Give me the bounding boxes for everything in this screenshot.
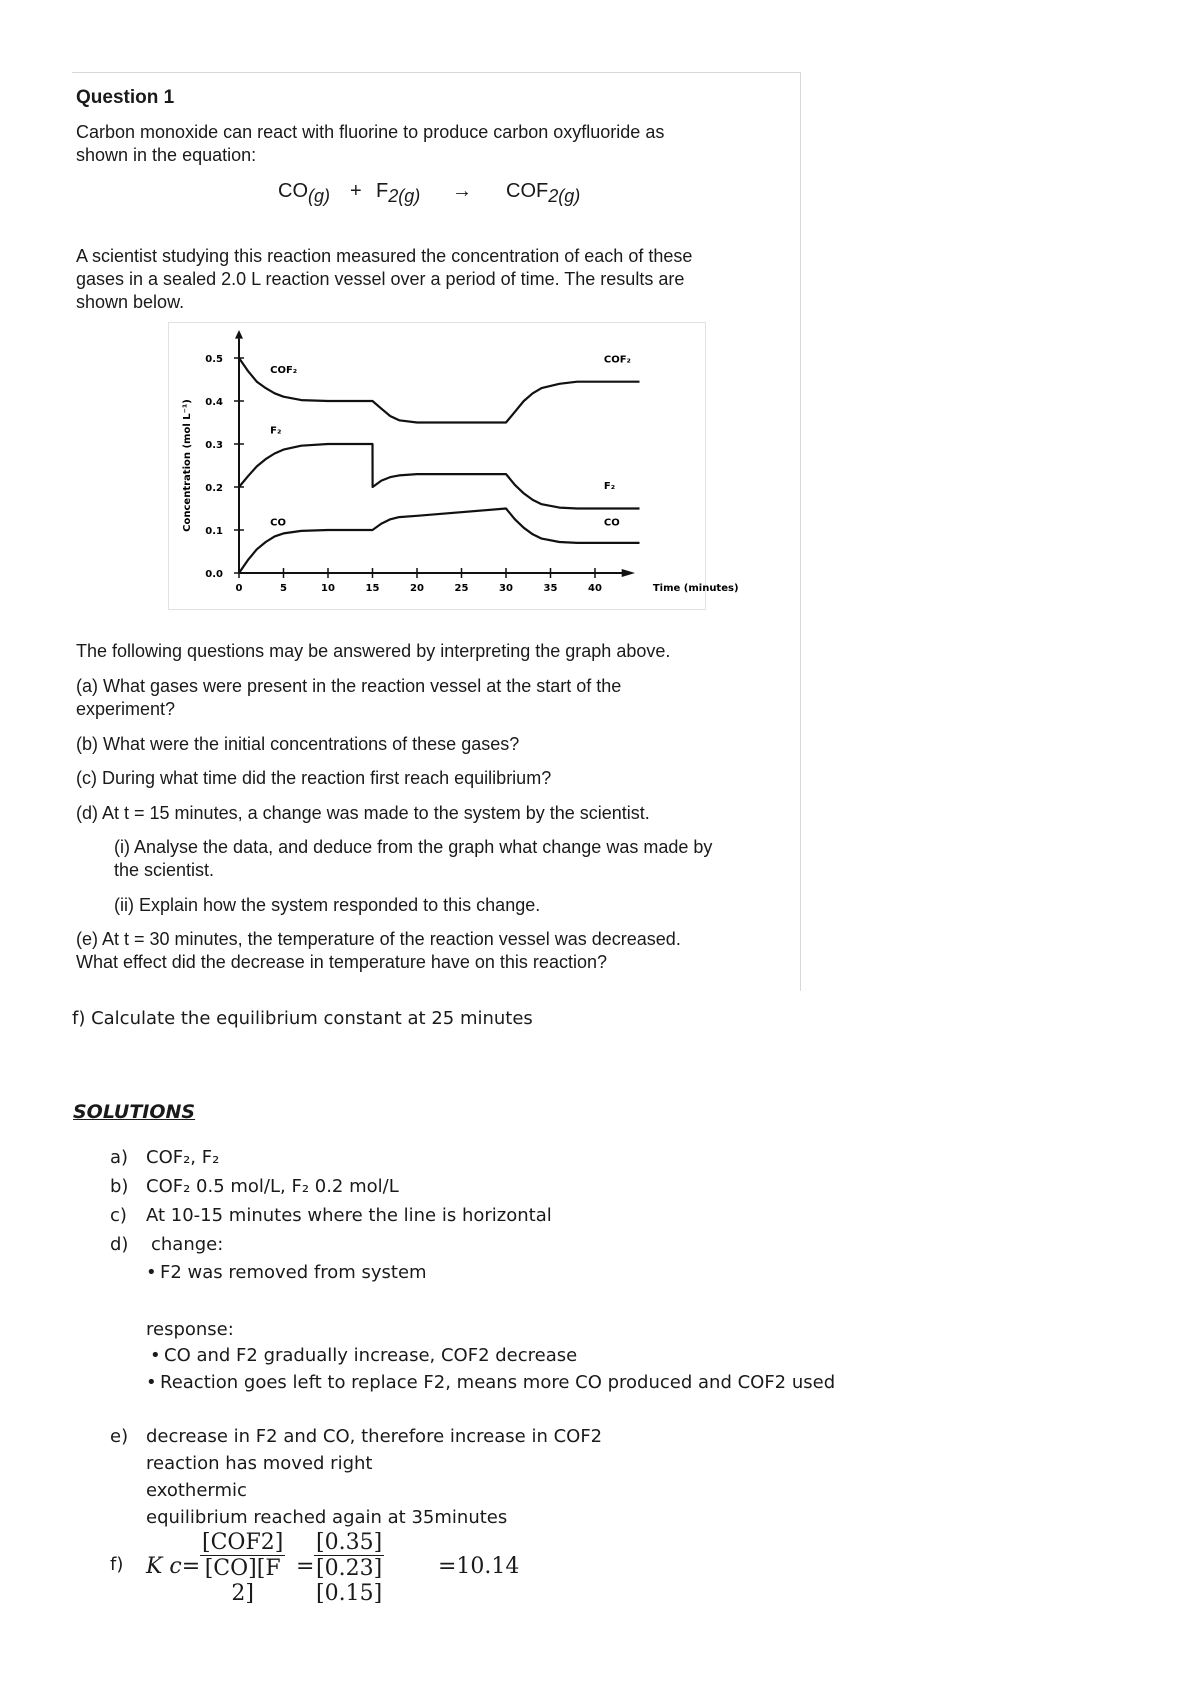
question-part-b: (b) What were the initial concentrations of these gases? [76, 734, 520, 754]
x-tick-label: 10 [321, 583, 335, 594]
series-label-start-f2: F₂ [270, 425, 282, 437]
series-line-cof2 [239, 358, 640, 423]
x-tick-label: 40 [588, 583, 602, 594]
y-axis-label: Concentration (mol L⁻¹) [182, 399, 193, 532]
solution-e-line: reaction has moved right [146, 1453, 373, 1474]
y-tick-label: 0.4 [205, 397, 223, 408]
formula-lhs: K c= [146, 1554, 201, 1579]
y-tick-label: 0.2 [205, 483, 223, 494]
solution-d-response-label: response: [146, 1319, 234, 1340]
eq-reactant-co: $CO_{(g)}$ [278, 180, 330, 206]
solution-d-marker: d) [110, 1234, 129, 1255]
formula-numerator-1: [COF2] [202, 1530, 284, 1555]
question-intro: Carbon monoxide can react with fluorine to produce carbon oxyfluoride as shown in the equation: [76, 122, 665, 165]
solution-d-response-item: • Reaction goes left to replace F2, means more CO produced and COF2 used [160, 1372, 835, 1393]
eq-arrow: → [452, 180, 472, 202]
question-part-e: (e) At t = 30 minutes, the temperature of the reaction vessel was decreased. What effect did the decrease in temperature have on this reaction? [76, 929, 681, 972]
series-label-start-cof2: COF₂ [270, 365, 298, 377]
question-title: Question 1 [76, 87, 175, 108]
solutions-title: SOLUTIONS [73, 1101, 196, 1123]
question-part-d-ii: (ii) Explain how the system responded to this change. [114, 895, 541, 915]
x-tick-label: 30 [499, 583, 513, 594]
y-tick-label: 0.5 [205, 354, 223, 365]
y-tick-label: 0.0 [205, 569, 223, 580]
solution-b: COF₂ 0.5 mol/L, F₂ 0.2 mol/L [146, 1176, 399, 1197]
solution-e-line: equilibrium reached again at 35minutes [146, 1507, 508, 1528]
solution-d-response-item: • CO and F2 gradually increase, COF2 decrease [164, 1345, 577, 1366]
series-label-start-co: CO [270, 517, 286, 529]
concentration-chart [168, 322, 739, 612]
question-description: A scientist studying this reaction measured the concentration of each of these gases in a sealed 2.0 L reaction vessel over a period of time. The results are shown below. [76, 246, 693, 312]
solution-d-change-label: change: [151, 1234, 224, 1255]
eq-reactant-f2: $F_{2(g)}$ [376, 180, 421, 206]
eq-plus: + [350, 180, 362, 202]
y-axis-arrowhead [235, 330, 243, 339]
formula-fraction-2 [314, 1530, 384, 1606]
x-tick-label: 15 [365, 583, 380, 594]
solution-d-change-item: • F2 was removed from system [160, 1262, 427, 1283]
series-label-end-co: CO [603, 517, 620, 529]
series-line-f2 [239, 444, 640, 509]
formula-fraction-1 [200, 1530, 285, 1606]
solution-e-line: decrease in F2 and CO, therefore increase in COF2 [146, 1426, 603, 1447]
x-axis-label: Time (minutes) [652, 583, 739, 594]
solution-c: At 10-15 minutes where the line is horizontal [146, 1205, 552, 1226]
solution-a-marker: a) [110, 1147, 129, 1168]
solution-f-marker: f) [110, 1554, 124, 1575]
formula-equals: = [296, 1554, 315, 1579]
solution-c-marker: c) [110, 1205, 127, 1226]
x-tick-label: 20 [410, 583, 424, 594]
solution-e-line: exothermic [146, 1480, 247, 1501]
eq-product-cof2: $COF_{2(g)}$ [506, 180, 581, 206]
formula-denominator-1: [CO][F 2] [200, 1555, 285, 1606]
formula-denominator-2: [0.23][0.15] [316, 1556, 383, 1606]
formula-numerator-2: [0.35] [316, 1530, 383, 1555]
formula-result: =10.14 [438, 1554, 520, 1579]
question-part-c: (c) During what time did the reaction first reach equilibrium? [76, 768, 552, 788]
x-tick-label: 5 [280, 583, 287, 594]
y-tick-label: 0.3 [205, 440, 223, 451]
question-instructions: The following questions may be answered by interpreting the graph above. [76, 641, 671, 661]
question-part-f: f) Calculate the equilibrium constant at 25 minutes [72, 1008, 533, 1029]
solution-a: COF₂, F₂ [146, 1147, 220, 1168]
question-part-a: (a) What gases were present in the reaction vessel at the start of the experiment? [76, 676, 622, 719]
question-part-d-i: (i) Analyse the data, and deduce from the graph what change was made by the scientist. [114, 837, 713, 880]
x-axis-arrowhead [622, 569, 635, 577]
x-tick-label: 0 [235, 583, 243, 594]
series-label-end-f2: F₂ [603, 481, 616, 493]
question-part-d: (d) At t = 15 minutes, a change was made to the system by the scientist. [76, 803, 650, 823]
y-tick-label: 0.1 [205, 526, 223, 537]
series-line-co [239, 509, 640, 574]
series-label-end-cof2: COF₂ [603, 354, 631, 366]
solution-e-marker: e) [110, 1426, 129, 1447]
solution-b-marker: b) [110, 1176, 129, 1197]
x-tick-label: 35 [543, 583, 558, 594]
x-tick-label: 25 [454, 583, 469, 594]
